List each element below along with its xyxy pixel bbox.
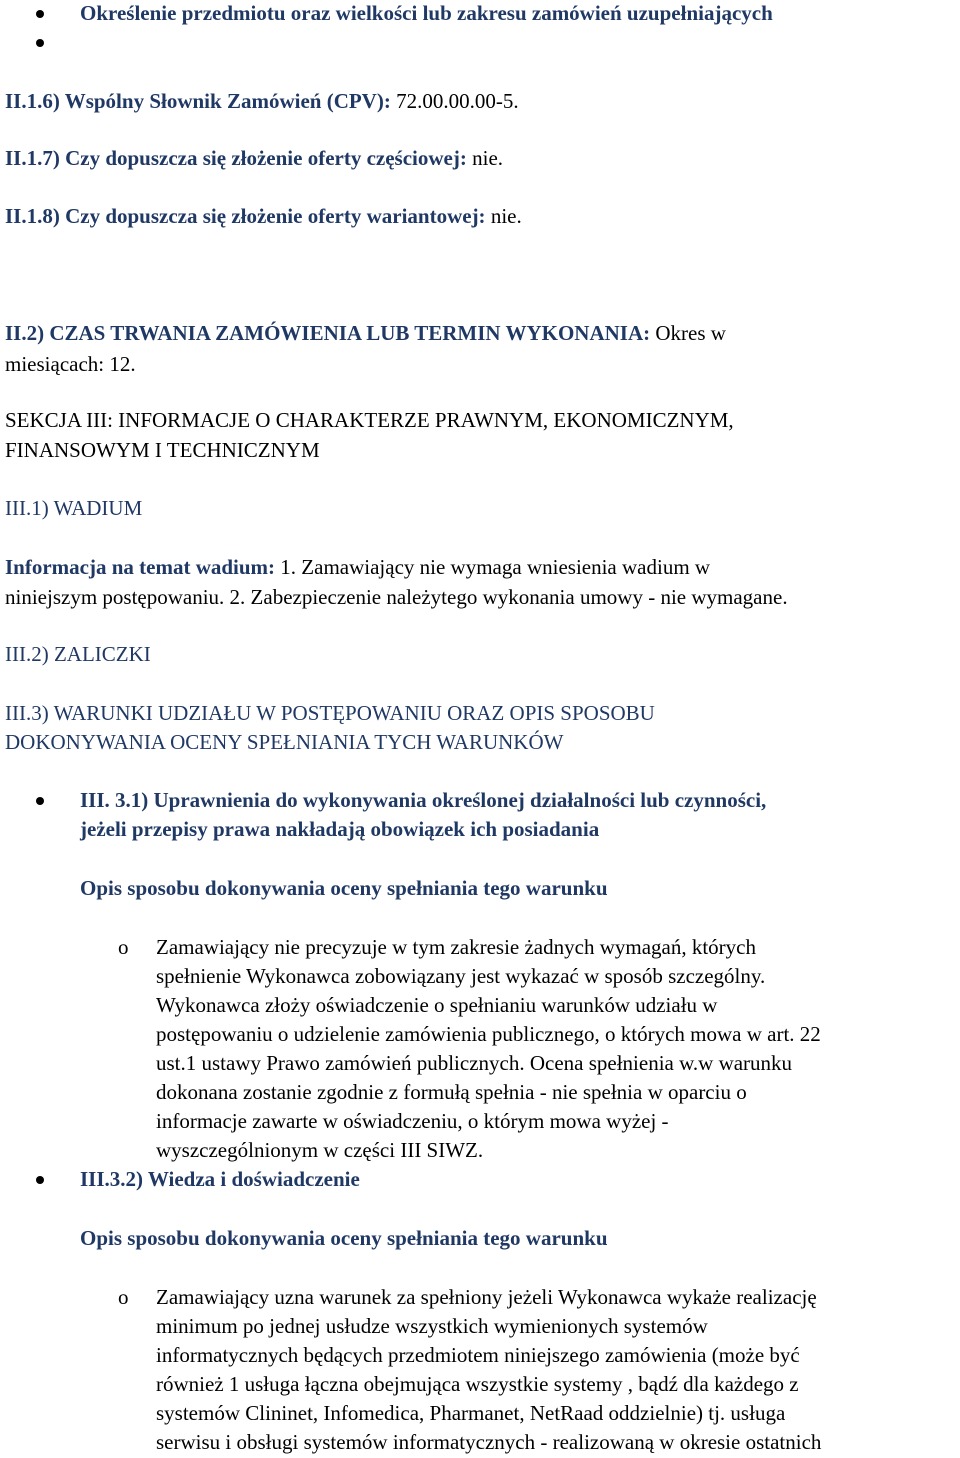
cond1-opis-heading: Opis sposobu dokonywania oceny spełniania tego warunku: [80, 876, 608, 900]
zaliczki-heading: III.2) ZALICZKI: [5, 642, 151, 666]
partial-offer-line: [5, 145, 503, 171]
cond1-text-line: dokonana zostanie zgodnie z formułą spełnia - nie spełnia w oparciu o: [156, 1080, 747, 1104]
cond2-text-line: serwisu i obsługi systemów informatycznych - realizowaną w okresie ostatnich: [156, 1430, 822, 1454]
duration-value: Okres w: [655, 321, 726, 345]
cpv-value: 72.00.00.00-5.: [396, 89, 519, 113]
partial-offer-value: nie.: [472, 146, 504, 170]
variant-offer-line: [5, 203, 522, 229]
cond2-text-line: informatycznych będących przedmiotem niniejszego zamówienia (może być: [156, 1343, 800, 1367]
bullet-dot: [36, 10, 44, 18]
cond2-text-line: również 1 usługa łączna obejmująca wszystkie systemy , bądź dla każdego z: [156, 1372, 799, 1396]
cpv-line: [5, 88, 519, 114]
cond1-text-line: wyszczególnionym w części III SIWZ.: [156, 1138, 484, 1162]
sub-bullet: o: [118, 1285, 129, 1309]
partial-offer-label: II.1.7) Czy dopuszcza się złożenie oferty częściowej:: [5, 146, 467, 170]
section-heading-cont: FINANSOWYM I TECHNICZNYM: [5, 438, 320, 462]
section-heading: SEKCJA III: INFORMACJE O CHARAKTERZE PRAWNYM, EKONOMICZNYM,: [5, 408, 734, 432]
wadium-info-cont: niniejszym postępowaniu. 2. Zabezpieczenie należytego wykonania umowy - nie wymagane.: [5, 585, 788, 609]
wadium-heading: III.1) WADIUM: [5, 496, 143, 520]
cond1-heading: III. 3.1) Uprawnienia do wykonywania określonej działalności lub czynności,: [80, 788, 767, 812]
cond1-text-line: ust.1 ustawy Prawo zamówień publicznych. Ocena spełnienia w.w warunku: [156, 1051, 793, 1075]
cond2-text-line: Zamawiający uzna warunek za spełniony jeżeli Wykonawca wykaże realizację: [156, 1285, 817, 1309]
cond1-text-line: spełnienie Wykonawca zobowiązany jest wykazać w sposób szczególny.: [156, 964, 766, 988]
wadium-info-line: [5, 554, 710, 580]
duration-value-cont: miesiącach: 12.: [5, 352, 136, 376]
warunki-heading: III.3) WARUNKI UDZIAŁU W POSTĘPOWANIU ORAZ OPIS SPOSOBU: [5, 701, 655, 725]
cond1-heading-cont: jeżeli przepisy prawa nakładają obowiązek ich posiadania: [80, 817, 600, 841]
cpv-label: II.1.6) Wspólny Słownik Zamówień (CPV):: [5, 89, 391, 113]
duration-label: II.2) CZAS TRWANIA ZAMÓWIENIA LUB TERMIN WYKONANIA:: [5, 321, 651, 345]
duration-line: [5, 320, 726, 346]
cond1-text-line: Zamawiający nie precyzuje w tym zakresie żadnych wymagań, których: [156, 935, 756, 959]
bullet-dot: [36, 797, 44, 805]
cond1-text-line: postępowaniu o udzielenie zamówienia publicznego, o których mowa w art. 22: [156, 1022, 821, 1046]
cond2-opis-heading: Opis sposobu dokonywania oceny spełniania tego warunku: [80, 1226, 608, 1250]
bullet-dot: [36, 1176, 44, 1184]
bullet-dot: [36, 39, 44, 47]
wadium-info-text: 1. Zamawiający nie wymaga wniesienia wadium w: [280, 555, 711, 579]
cond2-text-line: systemów Clininet, Infomedica, Pharmanet, NetRaad oddzielnie) tj. usługa: [156, 1401, 786, 1425]
bullet-item-text: Określenie przedmiotu oraz wielkości lub zakresu zamówień uzupełniających: [80, 1, 773, 25]
cond1-text-line: informacje zawarte w oświadczeniu, o którym mowa wyżej -: [156, 1109, 669, 1133]
cond2-text-line: minimum po jednej usłudze wszystkich wymienionych systemów: [156, 1314, 708, 1338]
warunki-heading-cont: DOKONYWANIA OCENY SPEŁNIANIA TYCH WARUNKÓW: [5, 730, 564, 754]
sub-bullet: o: [118, 935, 129, 959]
cond2-heading: III.3.2) Wiedza i doświadczenie: [80, 1167, 360, 1191]
variant-offer-label: II.1.8) Czy dopuszcza się złożenie oferty wariantowej:: [5, 204, 486, 228]
wadium-info-label: Informacja na temat wadium:: [5, 555, 276, 579]
variant-offer-value: nie.: [490, 204, 522, 228]
cond1-text-line: Wykonawca złoży oświadczenie o spełnianiu warunków udziału w: [156, 993, 718, 1017]
